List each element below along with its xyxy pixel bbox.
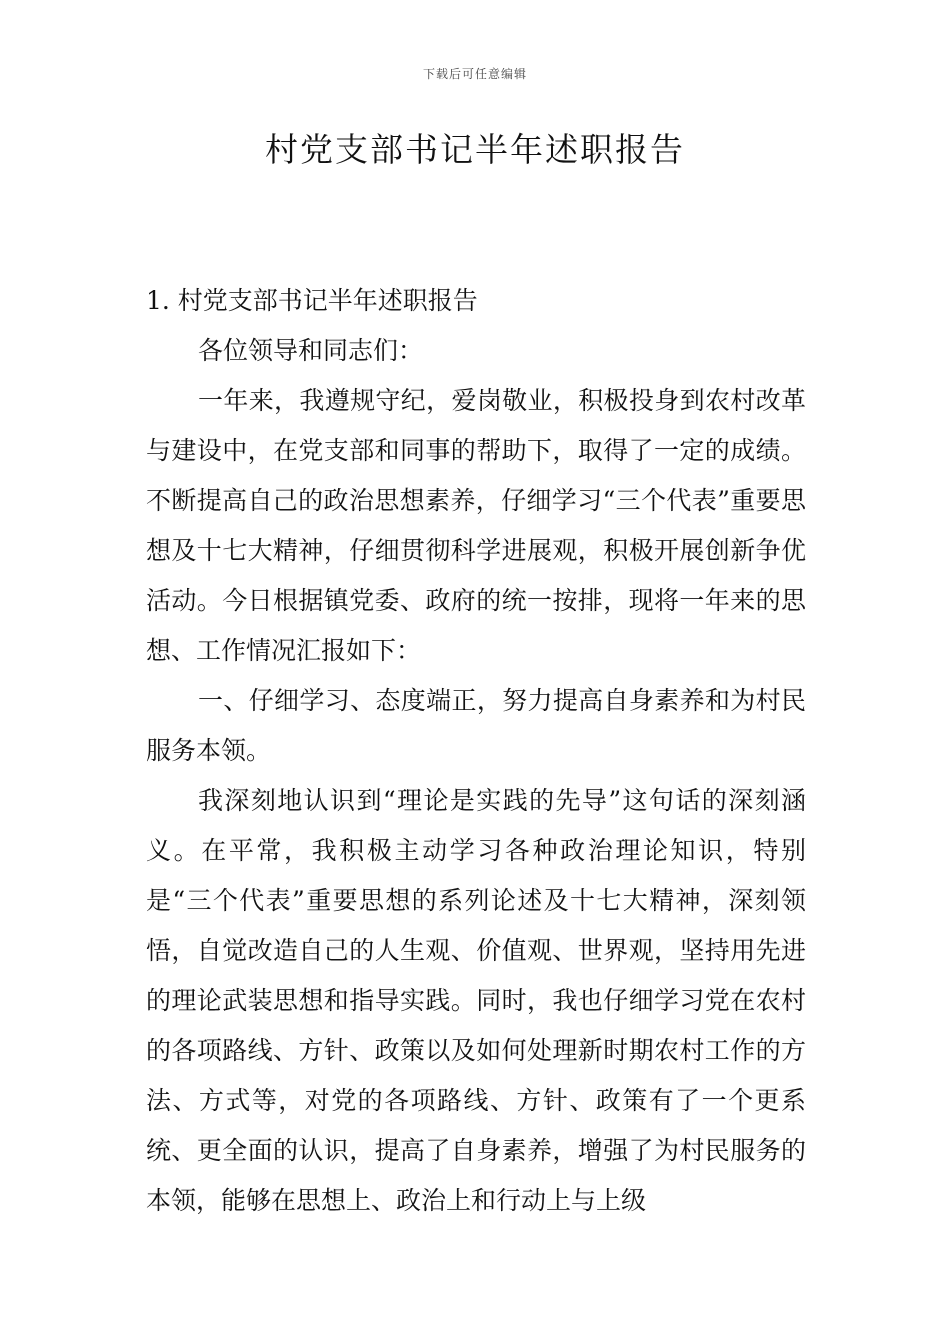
subheading-paragraph: 一、仔细学习、态度端正，努力提高自身素养和为村民服务本领。 [146, 686, 806, 765]
salutation-paragraph: 各位领导和同志们： [198, 336, 424, 365]
header-note: 下载后可任意编辑 [422, 67, 527, 81]
section-heading: 1. 村党支部书记半年述职报告 [146, 286, 478, 315]
document-body [146, 276, 806, 1226]
body-paragraph: 我深刻地认识到“理论是实践的先导”这句话的深刻涵义。在平常，我积极主动学习各种政治理论知识，特别是“三个代表”重要思想的系列论述及十七大精神，深刻领悟，自觉改造自己的人生观、价值观、世界观，坚持用先进的理论武装思想和指导实践。同时，我也仔细学习党在农村的各项路线、方针、政策以及如何处理新时期农村工作的方法、方式等，对党的各项路线、方针、政策有了一个更系统、更全面的认识，提高了自身素养，增强了为村民服务的本领，能够在思想上、政治上和行动上与上级 [146, 786, 806, 1215]
body-paragraph: 一年来，我遵规守纪，爱岗敬业，积极投身到农村改革与建设中，在党支部和同事的帮助下，取得了一定的成绩。不断提高自己的政治思想素养，仔细学习“三个代表”重要思想及十七大精神，仔细贯彻科学进展观，积极开展创新争优活动。今日根据镇党委、政府的统一按排，现将一年来的思想、工作情况汇报如下： [146, 386, 806, 665]
document-title: 村党支部书记半年述职报告 [265, 130, 685, 169]
